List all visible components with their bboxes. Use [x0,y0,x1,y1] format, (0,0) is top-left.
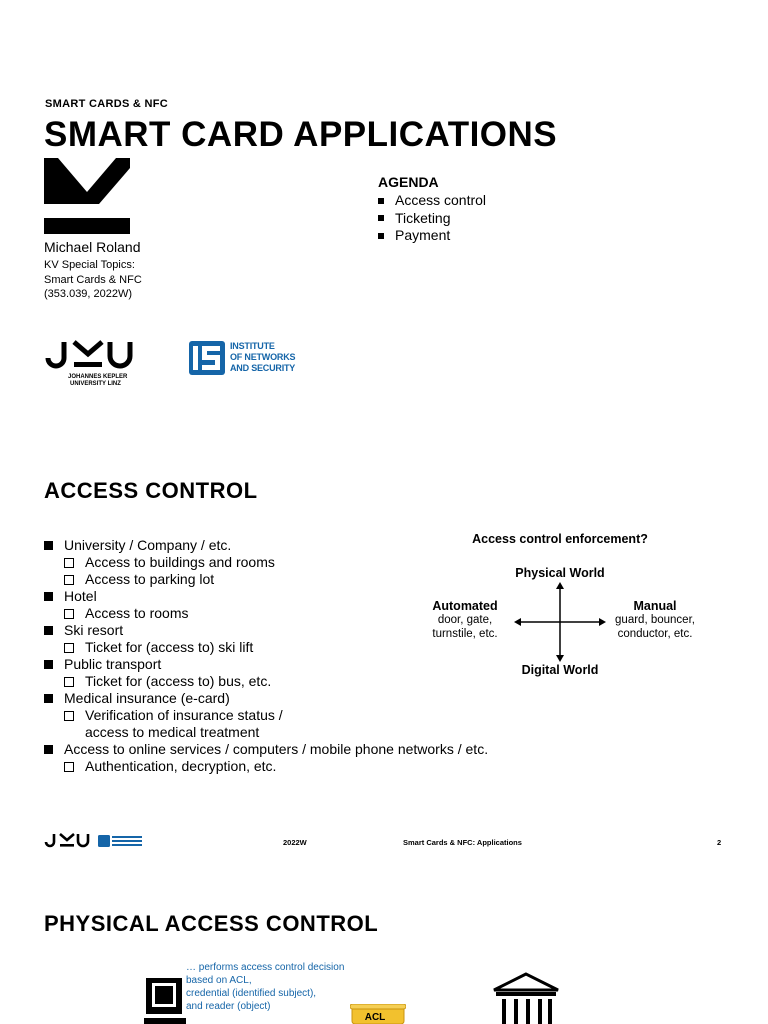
agenda-item-label: Ticketing [395,209,451,226]
note-line: based on ACL, [186,975,252,986]
bullet-icon [44,592,53,601]
sub-bullet-item [64,571,488,588]
bullet-list [44,537,488,775]
sub-bullet-text: Ticket for (access to) bus, etc. [85,673,272,689]
jku-subtitle [68,374,127,388]
footer-page-number: 2 [717,838,722,847]
axis-left-sub: turnstile, etc. [432,628,498,640]
axis-label-bottom: Digital World [521,663,599,677]
k-logo-icon [44,158,130,236]
checkbox-bullet-icon [64,558,74,568]
bullet-icon [44,626,53,635]
building-icon [492,972,560,1024]
agenda-item [378,227,486,245]
sub-bullet-item [64,554,488,571]
bullet-group [44,741,488,775]
sub-bullet-item [64,639,488,656]
slide-title: PHYSICAL ACCESS CONTROL [44,911,379,936]
checkbox-bullet-icon [64,609,74,619]
acl-label: ACL [364,1012,386,1023]
agenda-item [378,210,486,228]
checkbox-bullet-icon [64,643,74,653]
sub-bullet-item [64,673,488,690]
footer-course: Smart Cards & NFC: Applications [403,838,522,847]
axis-right-sub: guard, bouncer, [615,614,695,626]
note-line: credential (identified subject), [186,988,317,999]
bullet-icon [44,694,53,703]
jku-logo-icon [44,340,144,370]
course-line: Smart Cards & NFC [44,273,142,286]
ins-line: OF NETWORKS [230,352,296,362]
axis-right-title: Manual [633,599,677,613]
jku-subtitle-line: UNIVERSITY LINZ [70,381,121,387]
checkbox-bullet-icon [64,575,74,585]
bullet-icon [44,660,53,669]
bullet-group [44,656,488,690]
note-line: … performs access control decision [186,962,345,973]
sub-bullet-text: Verification of insurance status / access to medical treatment [85,707,283,740]
bullet-text: Access to online services / computers / mobile phone networks / etc. [64,741,489,757]
bullet-text: Ski resort [64,622,124,638]
course-line: KV Special Topics: [44,259,135,271]
ins-logo-text [230,341,295,374]
acl-scroll [350,1004,406,1024]
jku-logo [44,340,144,387]
agenda-title: AGENDA [378,174,439,190]
quadrant-cross-icon [510,582,610,662]
axis-right-sub: conductor, etc. [617,628,693,640]
agenda-item [378,192,486,210]
bullet-text: Hotel [64,588,97,604]
ins-logo-icon [188,340,226,376]
bullet-item [44,656,488,673]
decision-note [186,961,344,1013]
bullet-icon [378,215,384,221]
agenda-item-label: Payment [395,227,451,243]
bullet-icon [378,233,384,239]
checkbox-bullet-icon [64,677,74,687]
jku-subtitle-line: JOHANNES KEPLER [68,374,128,380]
sub-bullet-text: Authentication, decryption, etc. [85,758,277,774]
footer-term: 2022W [283,838,307,847]
footer-logos [44,833,144,854]
bullet-text: Public transport [64,656,162,672]
computer-terminal-icon [144,976,186,1024]
note-line: and reader (object) [186,1001,271,1012]
bullet-icon [378,198,384,204]
slide-title: ACCESS CONTROL [44,478,258,503]
course-line: (353.039, 2022W) [44,288,133,300]
bullet-item [44,741,488,758]
author-name: Michael Roland [44,239,141,255]
checkbox-bullet-icon [64,711,74,721]
axis-label-left [410,599,520,641]
sub-bullet-text: Access to rooms [85,605,189,621]
sub-bullet-text: Ticket for (access to) ski lift [85,639,254,655]
checkbox-bullet-icon [64,762,74,772]
slide-title: SMART CARD APPLICATIONS [44,115,558,154]
axis-label-right [600,599,710,641]
axis-left-title: Automated [432,599,498,613]
agenda-list [378,192,486,245]
bullet-text: University / Company / etc. [64,537,232,553]
slide-kicker: SMART CARDS & NFC [45,98,169,110]
ins-line: INSTITUTE [230,341,275,351]
bullet-icon [44,541,53,550]
bullet-group [44,690,488,741]
bullet-text: Medical insurance (e-card) [64,690,230,706]
bullet-icon [44,745,53,754]
sub-bullet-text: Access to buildings and rooms [85,554,275,570]
course-info [44,258,142,302]
sub-bullet-text: Access to parking lot [85,571,215,587]
axis-left-sub: door, gate, [437,614,493,626]
agenda-item-label: Access control [395,192,487,208]
sub-bullet-item [64,758,488,775]
ins-line: AND SECURITY [230,363,296,373]
diagram-question: Access control enforcement? [472,532,648,546]
footer-jku-ins-logo-icon [44,833,144,849]
axis-label-top: Physical World [515,566,605,580]
bullet-item [44,690,488,707]
sub-bullet-item [64,707,488,741]
